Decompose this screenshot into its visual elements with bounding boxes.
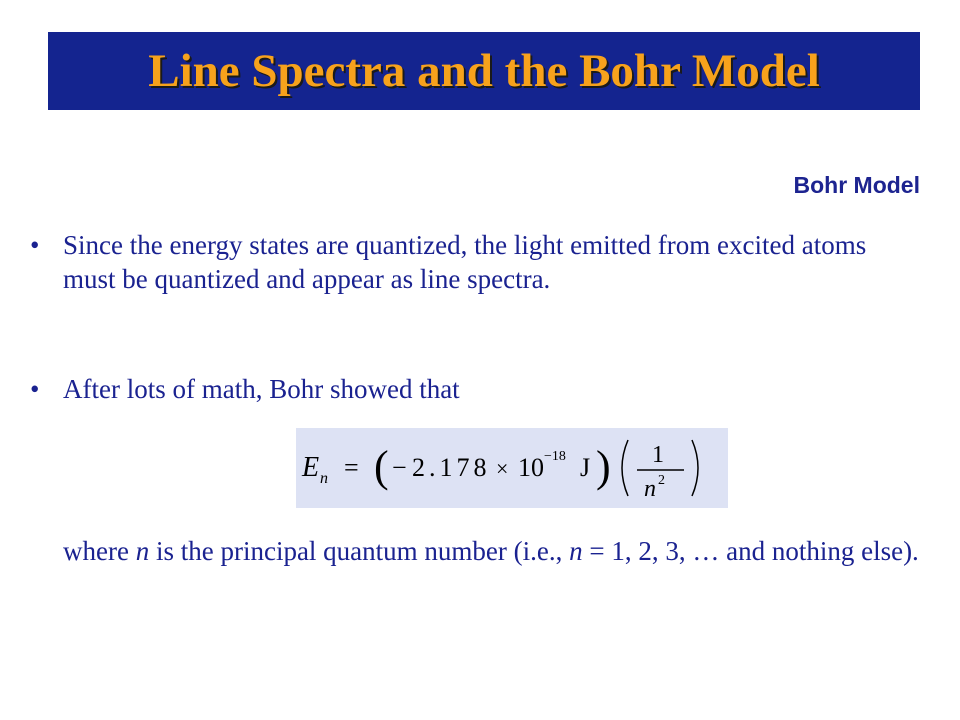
title-bar [48, 32, 920, 110]
bullet-text: After lots of math, Bohr showed that [63, 374, 460, 404]
equation-minus: − [392, 453, 407, 482]
explanation-text: where [63, 536, 136, 566]
equation-lhs: E [302, 452, 320, 483]
equation-open-paren: ( [374, 442, 389, 491]
equation-coefficient: 2.178 [412, 453, 491, 482]
bullet-text: Since the energy states are quantized, the light emitted from excited atoms must be quantized and appear as line spectra. [63, 230, 867, 294]
fraction-numerator: 1 [652, 442, 664, 468]
explanation-text: is the principal quantum number (i.e., [149, 536, 570, 566]
equation-times: × [496, 456, 509, 481]
explanation-variable: n [135, 536, 150, 566]
fraction-left-paren [622, 440, 628, 496]
equation-unit: J [580, 453, 591, 482]
equation-base: 10 [518, 453, 544, 482]
fraction-right-paren [692, 440, 698, 496]
slide-subtitle: Bohr Model [793, 172, 920, 198]
explanation-variable: n [569, 536, 583, 566]
equation-explanation [63, 534, 933, 568]
slide-title: Line Spectra and the Bohr Model [148, 45, 820, 97]
fraction-denominator: n [644, 476, 656, 502]
equation-equals: = [344, 453, 359, 482]
fraction-denominator-exponent: 2 [658, 473, 665, 488]
equation-lhs-subscript: n [320, 470, 328, 487]
bohr-energy-equation [296, 428, 728, 508]
equation-box [296, 428, 728, 508]
explanation-text: = 1, 2, 3, … and nothing else). [582, 536, 919, 566]
equation-close-paren: ) [596, 442, 611, 491]
bullet-icon: • [30, 374, 40, 404]
bullet-icon: • [30, 230, 40, 260]
equation-exponent: −18 [544, 449, 566, 464]
